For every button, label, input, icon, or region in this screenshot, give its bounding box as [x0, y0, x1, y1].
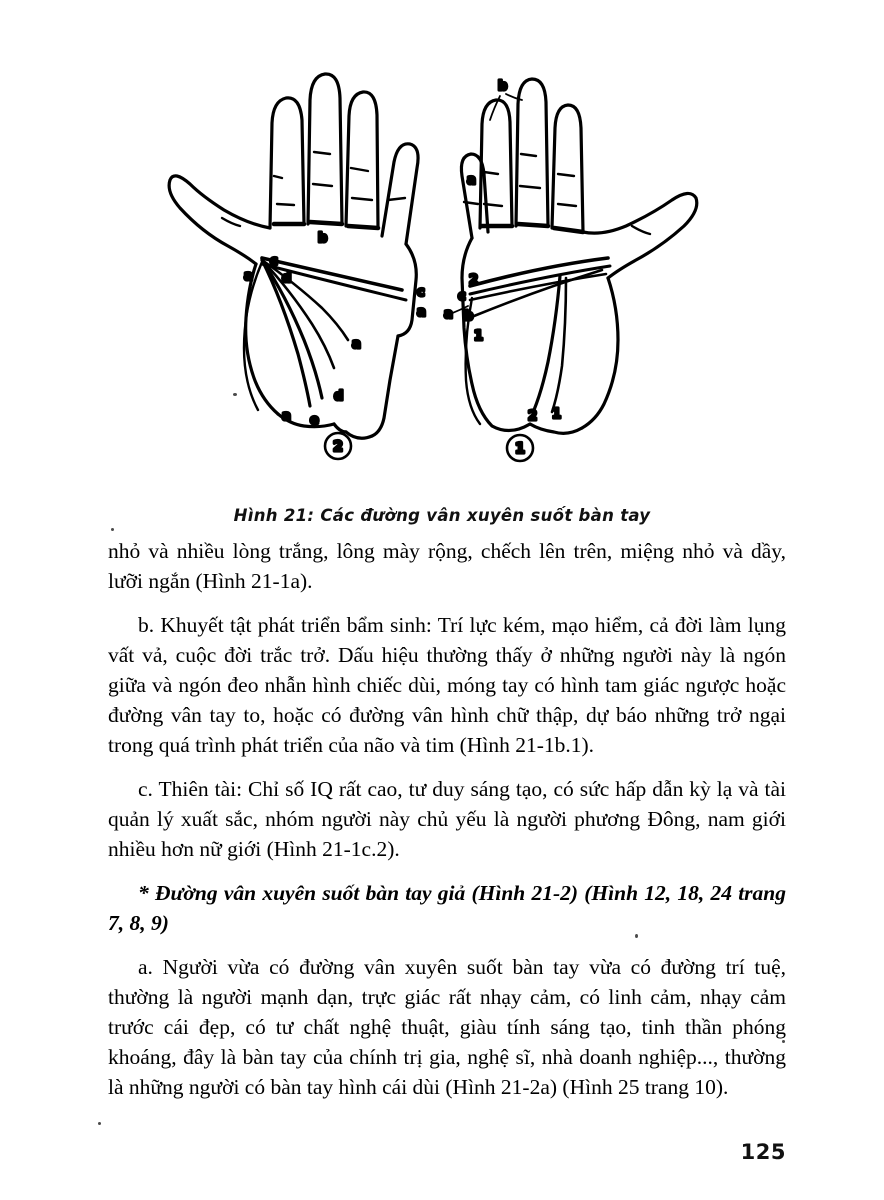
- page-number: 125: [740, 1140, 786, 1164]
- left-hand-label-d2: d: [334, 389, 344, 404]
- left-hand-label-b: b: [318, 231, 328, 246]
- left-hand-label-c2: c: [417, 285, 425, 300]
- left-hand-label-a4: a: [282, 409, 291, 424]
- right-hand-marker-1: 1: [515, 441, 525, 457]
- right-hand-label-a: a: [444, 307, 453, 322]
- right-hand-label-2b: 2: [528, 409, 538, 424]
- paragraph-continuation: nhỏ và nhiều lòng trắng, lông mày rộng, chếch lên trên, miệng nhỏ và dầy, lưỡi ngắn (Hình 21-1a).: [108, 539, 786, 593]
- paragraph-a2: a. Người vừa có đường vân xuyên suốt bàn tay vừa có đường trí tuệ, thường là người mạnh dạn, trực giác rất nhạy cảm, có linh cảm, nhạy cảm trước cái đẹp, có tư chất nghệ thuật, giàu tính sáng tạo, tinh thần phóng khoáng, đây là bàn tay của chính trị gia, nghệ sĩ, nhà doanh nghiệp..., thường là những người có bàn tay hình cái dùi (Hình 21-2a) (Hình 25 trang 10).: [108, 955, 786, 1099]
- scan-speck: [98, 1122, 101, 1125]
- right-hand-label-1b: 1: [552, 407, 562, 422]
- right-hand-label-2a: 2: [469, 273, 479, 288]
- scan-speck: [111, 528, 114, 531]
- scan-speck: [233, 393, 237, 396]
- left-hand-label-a1: a: [244, 269, 253, 284]
- left-hand-marker-2: 2: [333, 439, 343, 455]
- paragraph-subheading-italic: * Đường vân xuyên suốt bàn tay giả (Hình 21-2) (Hình 12, 18, 24 trang 7, 8, 9): [108, 881, 786, 935]
- paragraph-b: b. Khuyết tật phát triển bẩm sinh: Trí lực kém, mạo hiểm, cả đời làm lụng vất vả, cuộc đời trắc trở. Dấu hiệu thường thấy ở những người này là ngón giữa và ngón đeo nhẫn hình chiếc dùi, móng tay có hình tam giác ngược hoặc đường vân tay to, hoặc có đường vân hình chữ thập, dự báo những trở ngại trong quá trình phát triển của não và tim (Hình 21-1b.1).: [108, 613, 786, 757]
- right-hand-label-b: b: [464, 309, 474, 324]
- figure-illustration: [0, 28, 884, 525]
- left-hand-outline: [169, 74, 418, 438]
- left-hand-label-a2: a: [417, 305, 426, 320]
- body-text-column: [108, 536, 786, 1102]
- right-hand-label-b-top: b: [498, 79, 508, 94]
- left-hand-label-a3: a: [352, 337, 361, 352]
- left-hand-label-c: c: [270, 254, 278, 269]
- right-hand-label-a-finger: a: [467, 173, 476, 188]
- hands-diagram-svg: [162, 28, 722, 468]
- right-hand-label-1a: 1: [474, 329, 484, 344]
- paragraph-c: c. Thiên tài: Chỉ số IQ rất cao, tư duy sáng tạo, có sức hấp dẫn kỳ lạ và tài quản lý xuất sắc, nhóm người này chủ yếu là người phương Đông, nam giới nhiều hơn nữ giới (Hình 21-1c.2).: [108, 777, 786, 861]
- figure-caption: Hình 21: Các đường vân xuyên suốt bàn tay: [233, 506, 651, 525]
- scan-speck: [782, 1040, 785, 1043]
- left-hand-label-d1: d: [282, 271, 292, 286]
- right-hand-label-c: c: [458, 289, 466, 304]
- left-hand-label-e: e: [310, 413, 319, 428]
- right-hand-outline: [461, 79, 696, 433]
- scan-speck: [635, 934, 638, 938]
